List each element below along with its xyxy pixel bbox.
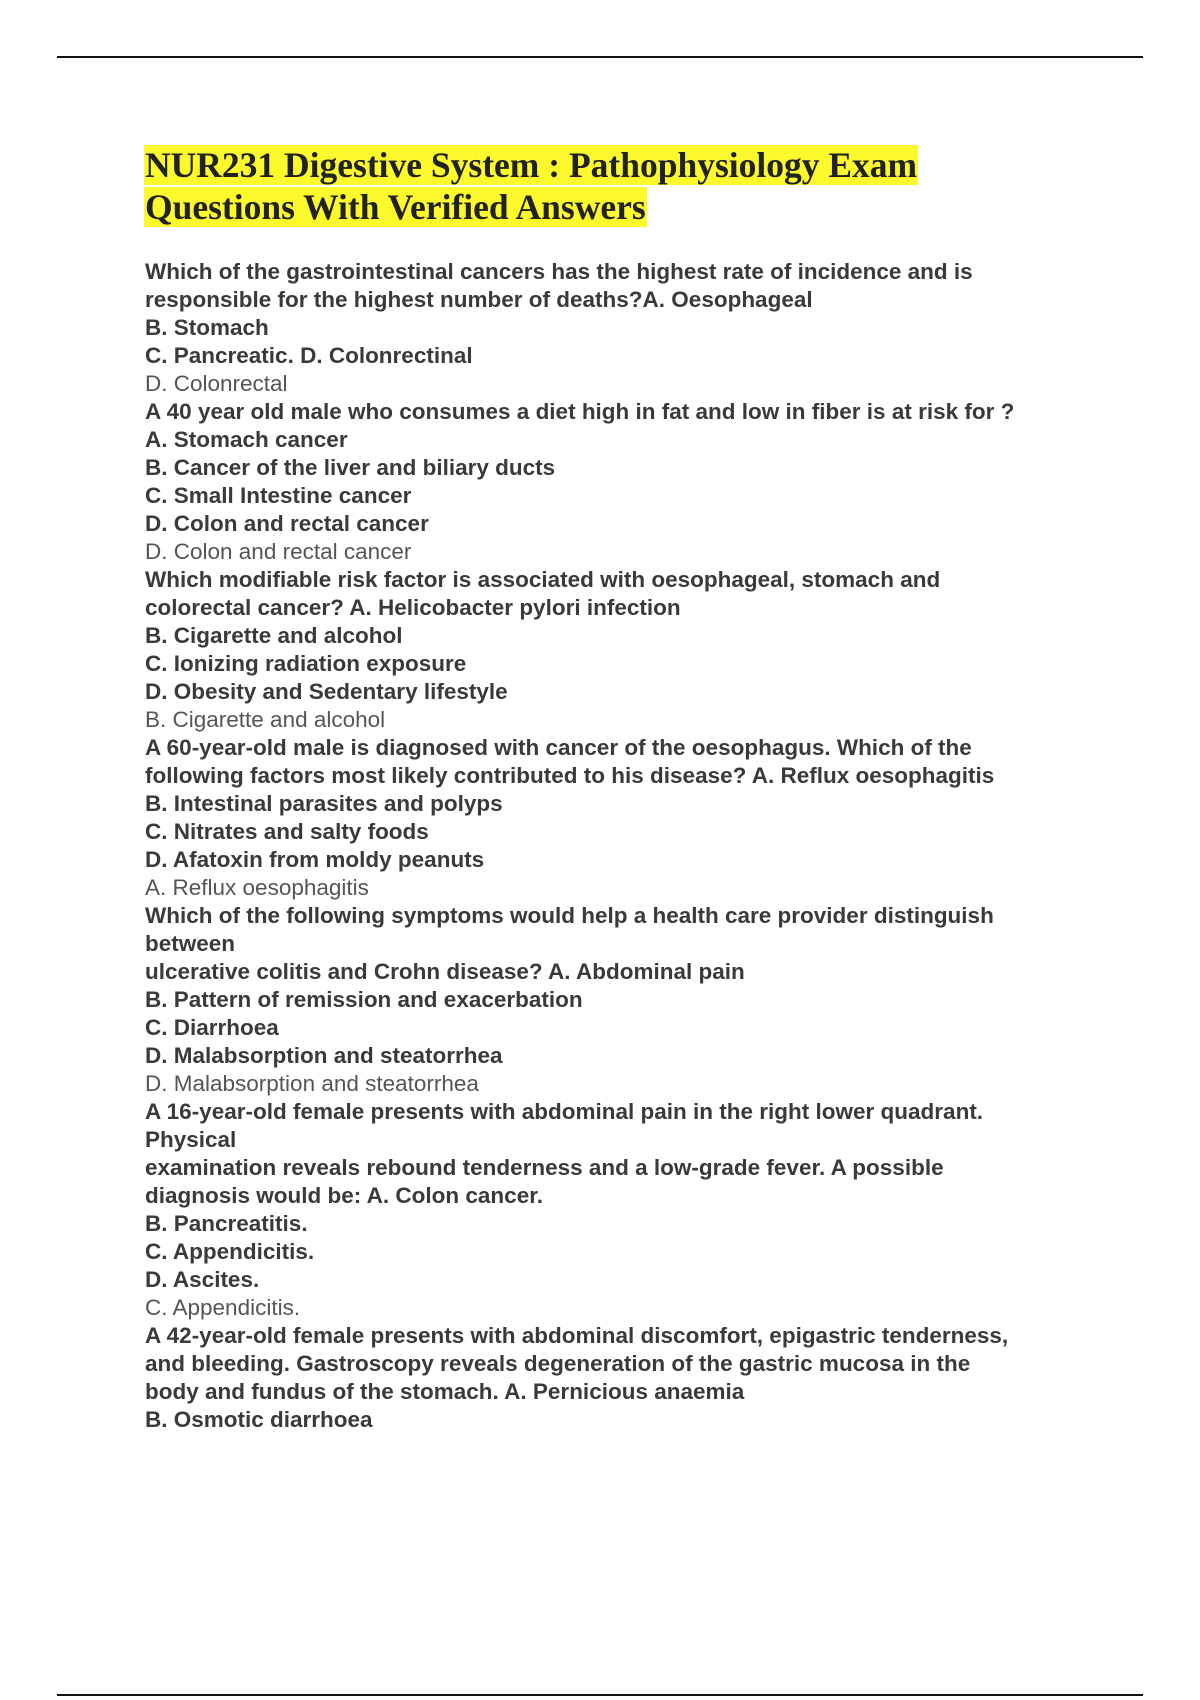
question-5-option: B. Pattern of remission and exacerbation bbox=[145, 987, 583, 1012]
question-7-option: B. Osmotic diarrhoea bbox=[145, 1407, 373, 1432]
question-1-answer: D. Colonrectal bbox=[145, 371, 288, 396]
question-2-option: D. Colon and rectal cancer bbox=[145, 511, 429, 536]
question-3-line-1: Which modifiable risk factor is associated with oesophageal, stomach and bbox=[145, 567, 941, 592]
question-3-option: C. Ionizing radiation exposure bbox=[145, 651, 467, 676]
question-2-line-1: A 40 year old male who consumes a diet high in fat and low in fiber is at risk for ? bbox=[145, 399, 1015, 424]
question-4-line-1: A 60-year-old male is diagnosed with cancer of the oesophagus. Which of the bbox=[145, 735, 972, 760]
question-list bbox=[145, 258, 1085, 1434]
question-5-line-2: between bbox=[145, 931, 236, 956]
question-5-answer: D. Malabsorption and steatorrhea bbox=[145, 1071, 479, 1096]
bottom-rule bbox=[57, 1694, 1143, 1696]
question-6-answer: C. Appendicitis. bbox=[145, 1295, 301, 1320]
question-1-option: C. Pancreatic. D. Colonrectinal bbox=[145, 343, 473, 368]
question-6-line-1: A 16-year-old female presents with abdominal pain in the right lower quadrant. bbox=[145, 1099, 984, 1124]
question-6-option: C. Appendicitis. bbox=[145, 1239, 315, 1264]
question-6-line-4: diagnosis would be: A. Colon cancer. bbox=[145, 1183, 543, 1208]
question-1-line-2: responsible for the highest number of deaths?A. Oesophageal bbox=[145, 287, 813, 312]
question-6-line-3: examination reveals rebound tenderness and a low-grade fever. A possible bbox=[145, 1155, 944, 1180]
question-1-option: B. Stomach bbox=[145, 315, 269, 340]
question-2-answer: D. Colon and rectal cancer bbox=[145, 539, 412, 564]
question-3-line-2: colorectal cancer? A. Helicobacter pylori infection bbox=[145, 595, 681, 620]
question-4-line-2: following factors most likely contributed to his disease? A. Reflux oesophagitis bbox=[145, 763, 995, 788]
question-4-answer: A. Reflux oesophagitis bbox=[145, 875, 369, 900]
question-4-option: C. Nitrates and salty foods bbox=[145, 819, 429, 844]
question-7-line-3: body and fundus of the stomach. A. Pernicious anaemia bbox=[145, 1379, 745, 1404]
question-3-option: D. Obesity and Sedentary lifestyle bbox=[145, 679, 508, 704]
question-3-answer: B. Cigarette and alcohol bbox=[145, 707, 386, 732]
top-rule bbox=[57, 56, 1143, 58]
question-3-option: B. Cigarette and alcohol bbox=[145, 623, 403, 648]
question-7-line-1: A 42-year-old female presents with abdominal discomfort, epigastric tenderness, bbox=[145, 1323, 1009, 1348]
question-6-option: B. Pancreatitis. bbox=[145, 1211, 308, 1236]
question-6-option: D. Ascites. bbox=[145, 1267, 260, 1292]
question-2-option: B. Cancer of the liver and biliary ducts bbox=[145, 455, 556, 480]
question-5-option: D. Malabsorption and steatorrhea bbox=[145, 1043, 503, 1068]
page-title bbox=[144, 144, 1044, 228]
question-2-option: C. Small Intestine cancer bbox=[145, 483, 412, 508]
question-6-line-2: Physical bbox=[145, 1127, 237, 1152]
title-line-1: NUR231 Digestive System : Pathophysiology Exam bbox=[145, 145, 918, 185]
question-5-option: C. Diarrhoea bbox=[145, 1015, 279, 1040]
question-4-option: B. Intestinal parasites and polyps bbox=[145, 791, 503, 816]
question-5-line-1: Which of the following symptoms would help a health care provider distinguish bbox=[145, 903, 994, 928]
title-line-2: Questions With Verified Answers bbox=[145, 187, 646, 227]
question-1-line-1: Which of the gastrointestinal cancers has the highest rate of incidence and is bbox=[145, 259, 973, 284]
question-7-line-2: and bleeding. Gastroscopy reveals degeneration of the gastric mucosa in the bbox=[145, 1351, 971, 1376]
question-5-line-3: ulcerative colitis and Crohn disease? A. Abdominal pain bbox=[145, 959, 745, 984]
question-4-option: D. Afatoxin from moldy peanuts bbox=[145, 847, 485, 872]
question-2-option: A. Stomach cancer bbox=[145, 427, 348, 452]
